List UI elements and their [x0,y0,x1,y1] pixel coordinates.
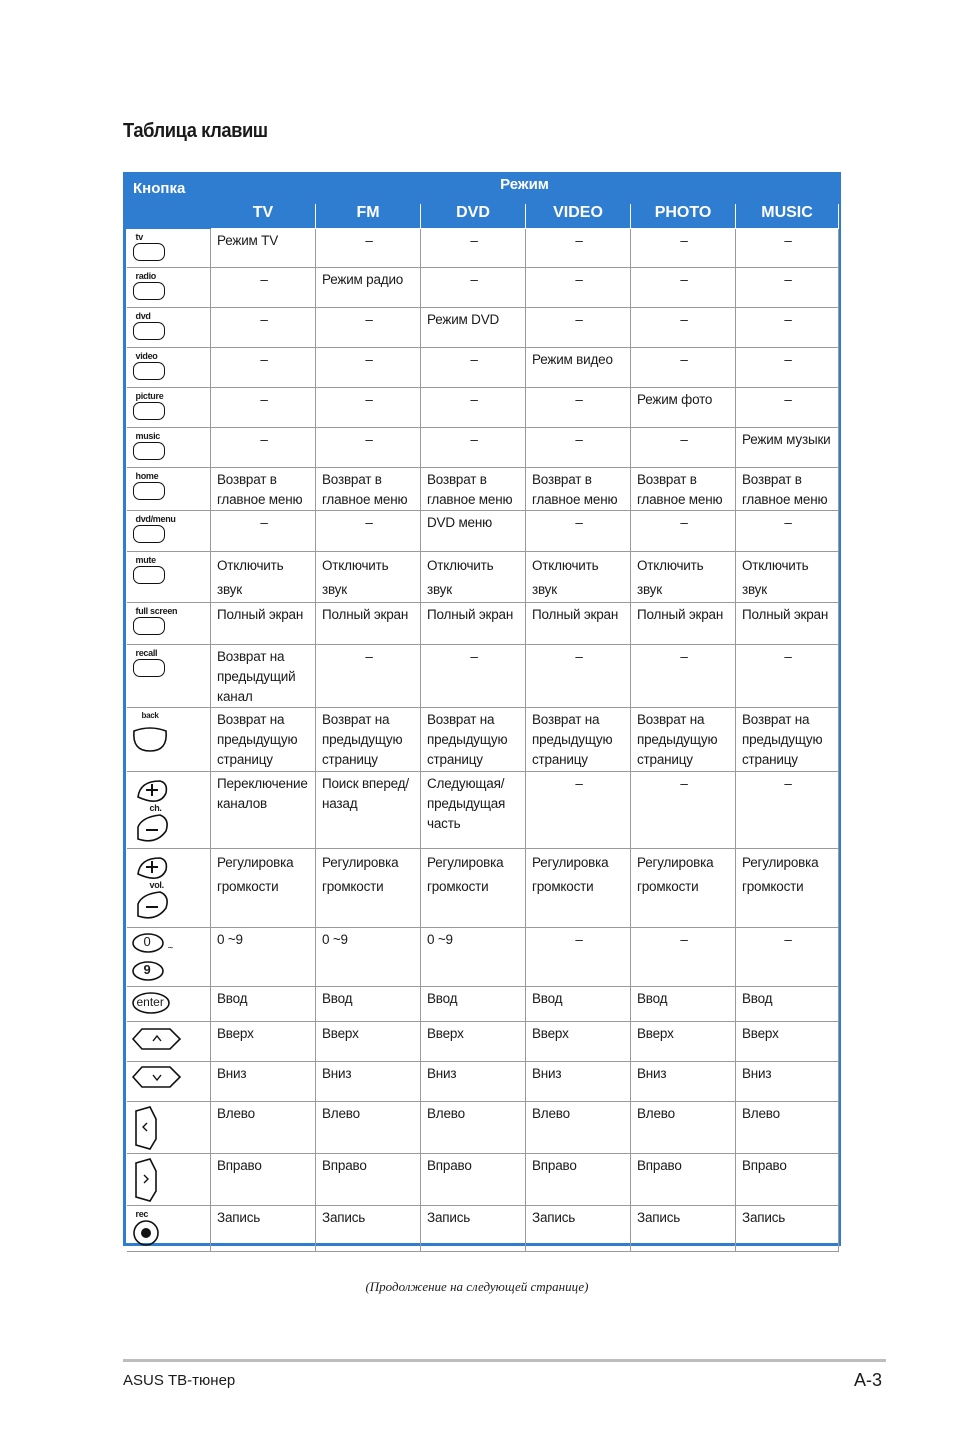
mute-button-icon [133,566,165,584]
table-row [127,308,839,348]
mode-cell-tv: Возврат в главное меню [211,468,316,511]
table-row [127,987,839,1022]
mode-cell-music: Возврат в главное меню [736,468,839,511]
mode-cell-music: Отключить звук [736,552,839,603]
mode-cell-tv: Регулировка громкости [211,849,316,928]
table-row [127,645,839,708]
mode-cell-fm: Регулировка громкости [316,849,421,928]
key-cell [127,308,211,348]
header-mode-photo: PHOTO [631,204,736,229]
key-label: dvd/menu [135,514,176,524]
key-cell [127,1062,211,1102]
table-row [127,1206,839,1252]
mode-cell-fm: – [316,645,421,708]
back-button-icon [130,721,170,755]
mode-cell-video: Влево [526,1102,631,1154]
mode-cell-photo: Отключить звук [631,552,736,603]
mode-cell-fm: Вправо [316,1154,421,1206]
key-cell [127,708,211,772]
header-mode-video: VIDEO [526,204,631,229]
mode-cell-photo: Вправо [631,1154,736,1206]
mode-cell-dvd: Ввод [421,987,526,1022]
enter-label: enter [136,995,164,1009]
mode-cell-video: – [526,388,631,428]
key-label: back [141,711,159,720]
mode-cell-video: – [526,645,631,708]
tv-button-icon [133,243,165,261]
table-row [127,708,839,772]
key-label: radio [135,271,157,281]
digit-buttons-icon [130,931,180,985]
table-row [127,268,839,308]
mode-cell-photo: Регулировка громкости [631,849,736,928]
mode-cell-tv: 0 ~9 [211,928,316,987]
mode-cell-fm: Режим радио [316,268,421,308]
mode-cell-tv: Режим TV [211,229,316,268]
mode-cell-dvd: Следующая/ предыдущая часть [421,772,526,849]
footer-divider [123,1359,886,1362]
mode-cell-tv: – [211,268,316,308]
mode-cell-video: Ввод [526,987,631,1022]
table-row [127,1102,839,1154]
table-row [127,1062,839,1102]
mode-cell-tv: Переключение каналов [211,772,316,849]
mode-cell-fm: 0 ~9 [316,928,421,987]
recall-button-icon [133,659,165,677]
mode-cell-fm: Вниз [316,1062,421,1102]
mode-cell-fm: Влево [316,1102,421,1154]
key-cell [127,1154,211,1206]
mode-cell-tv: – [211,428,316,468]
mode-cell-fm: Возврат на предыдущую страницу [316,708,421,772]
mode-cell-dvd: Полный экран [421,603,526,645]
key-cell [127,928,211,987]
key-cell [127,1206,211,1252]
mode-cell-dvd: Режим DVD [421,308,526,348]
mode-cell-fm: – [316,511,421,552]
mode-cell-tv: – [211,388,316,428]
mode-cell-tv: Возврат на предыдущую страницу [211,708,316,772]
video-button-icon [133,362,165,380]
mode-cell-music: Вправо [736,1154,839,1206]
mode-cell-photo: Режим фото [631,388,736,428]
mode-cell-dvd: – [421,229,526,268]
mode-cell-tv: Ввод [211,987,316,1022]
key-label: video [135,351,158,361]
header-mode-tv: TV [211,204,316,229]
table-row [127,428,839,468]
mode-cell-music: Режим музыки [736,428,839,468]
key-cell [127,849,211,928]
mode-cell-video: Вниз [526,1062,631,1102]
mode-cell-dvd: – [421,428,526,468]
table-row [127,603,839,645]
key-cell [127,645,211,708]
mode-cell-fm: Возврат в главное меню [316,468,421,511]
key-cell [127,428,211,468]
record-icon [130,1219,166,1249]
mode-cell-music: Регулировка громкости [736,849,839,928]
mode-cell-music: – [736,511,839,552]
table-row [127,229,839,268]
key-label: music [135,431,161,441]
mode-cell-photo: – [631,308,736,348]
mode-cell-music: – [736,268,839,308]
mode-cell-fm: Отключить звук [316,552,421,603]
mode-cell-video: – [526,229,631,268]
mode-cell-dvd: – [421,348,526,388]
mode-cell-dvd: Возврат в главное меню [421,468,526,511]
mode-cell-tv: Полный экран [211,603,316,645]
key-label: full screen [135,606,178,616]
mode-cell-fm: – [316,229,421,268]
mode-cell-video: – [526,308,631,348]
key-label: recall [135,648,158,658]
home-button-icon [133,482,165,500]
down-arrow-icon [130,1065,184,1095]
music-button-icon [133,442,165,460]
key-label: vol. [149,880,164,890]
mode-cell-dvd: Запись [421,1206,526,1252]
continue-note: (Продолжение на следующей странице) [365,1279,589,1294]
mode-cell-dvd: – [421,388,526,428]
table-row [127,772,839,849]
mode-cell-fm: Полный экран [316,603,421,645]
mode-cell-tv: – [211,308,316,348]
table-row [127,1154,839,1206]
mode-cell-tv: – [211,511,316,552]
key-cell [127,268,211,308]
mode-cell-photo: Возврат на предыдущую страницу [631,708,736,772]
full-screen-button-icon [133,617,165,635]
key-cell [127,229,211,268]
key-cell [127,1022,211,1062]
mode-cell-dvd: 0 ~9 [421,928,526,987]
mode-cell-video: Полный экран [526,603,631,645]
key-label: rec [135,1209,149,1219]
digit-nine-label: 9 [143,962,151,977]
mode-cell-photo: – [631,348,736,388]
key-label: home [135,471,159,481]
mode-cell-photo: – [631,645,736,708]
mode-cell-tv: Вправо [211,1154,316,1206]
mode-cell-music: – [736,388,839,428]
mode-cell-photo: Влево [631,1102,736,1154]
mode-cell-fm: Поиск вперед/ назад [316,772,421,849]
mode-cell-video: Режим видео [526,348,631,388]
mode-cell-photo: Ввод [631,987,736,1022]
mode-cell-music: Запись [736,1206,839,1252]
mode-cell-video: Запись [526,1206,631,1252]
mode-cell-photo: Полный экран [631,603,736,645]
mode-cell-dvd: Влево [421,1102,526,1154]
right-arrow-icon [130,1157,164,1205]
mode-cell-music: – [736,348,839,388]
mode-cell-dvd: Вправо [421,1154,526,1206]
mode-cell-music: Вверх [736,1022,839,1062]
key-cell [127,1102,211,1154]
key-cell [127,348,211,388]
mode-cell-tv: Отключить звук [211,552,316,603]
table-row [127,928,839,987]
radio-button-icon [133,282,165,300]
mode-cell-music: – [736,645,839,708]
key-cell [127,772,211,849]
mode-cell-fm: – [316,308,421,348]
mode-cell-tv: Запись [211,1206,316,1252]
mode-cell-music: Влево [736,1102,839,1154]
mode-cell-music: Вниз [736,1062,839,1102]
mode-cell-music: Возврат на предыдущую страницу [736,708,839,772]
key-cell [127,552,211,603]
table-row [127,552,839,603]
mode-cell-music: – [736,928,839,987]
table-row [127,388,839,428]
header-mode-dvd: DVD [421,204,526,229]
table-row [127,849,839,928]
key-cell [127,388,211,428]
mode-cell-video: Отключить звук [526,552,631,603]
mode-cell-dvd: Вверх [421,1022,526,1062]
mode-cell-music: – [736,772,839,849]
mode-cell-dvd: – [421,268,526,308]
mode-cell-tv: Возврат на предыдущий канал [211,645,316,708]
mode-cell-dvd: – [421,645,526,708]
mode-cell-video: – [526,428,631,468]
mode-cell-dvd: Возврат на предыдущую страницу [421,708,526,772]
key-cell [127,468,211,511]
header-mode: Режим [211,176,839,204]
header-mode-music: MUSIC [736,204,839,229]
mode-cell-tv: Влево [211,1102,316,1154]
mode-cell-dvd: Вниз [421,1062,526,1102]
mode-cell-fm: – [316,348,421,388]
mode-cell-fm: Ввод [316,987,421,1022]
picture-button-icon [133,402,165,420]
mode-cell-dvd: DVD меню [421,511,526,552]
mode-cell-photo: Вверх [631,1022,736,1062]
table-row [127,468,839,511]
mode-cell-photo: – [631,928,736,987]
mode-cell-dvd: Регулировка громкости [421,849,526,928]
mode-cell-photo: Вниз [631,1062,736,1102]
mode-cell-video: Возврат в главное меню [526,468,631,511]
mode-cell-photo: Запись [631,1206,736,1252]
dvd-menu-button-icon [133,525,165,543]
key-label: dvd [135,311,151,321]
mode-cell-photo: – [631,229,736,268]
key-label: tv [135,232,143,242]
mode-cell-music: Ввод [736,987,839,1022]
table-row [127,511,839,552]
mode-cell-fm: – [316,388,421,428]
page-title: Таблица клавиш [123,120,268,142]
mode-cell-tv: Вверх [211,1022,316,1062]
mode-cell-video: Вверх [526,1022,631,1062]
range-tilde: ~ [167,943,174,954]
mode-cell-video: Регулировка громкости [526,849,631,928]
mode-cell-music: – [736,229,839,268]
mode-cell-video: Вправо [526,1154,631,1206]
mode-cell-fm: Вверх [316,1022,421,1062]
table-row [127,348,839,388]
mode-cell-photo: – [631,268,736,308]
mode-cell-photo: Возврат в главное меню [631,468,736,511]
mode-cell-photo: – [631,428,736,468]
mode-cell-video: Возврат на предыдущую страницу [526,708,631,772]
header-mode-fm: FM [316,204,421,229]
mode-cell-fm: – [316,428,421,468]
mode-cell-video: – [526,928,631,987]
mode-cell-music: Полный экран [736,603,839,645]
header-button-column: Кнопка [127,176,211,229]
mode-cell-photo: – [631,772,736,849]
mode-cell-music: – [736,308,839,348]
mode-cell-video: – [526,268,631,308]
key-cell [127,511,211,552]
mode-cell-tv: Вниз [211,1062,316,1102]
digit-zero-label: 0 [143,934,151,949]
mode-cell-video: – [526,772,631,849]
key-label: ch. [149,803,162,813]
mode-cell-photo: – [631,511,736,552]
key-table [123,172,841,1246]
mode-cell-tv: – [211,348,316,388]
table-row [127,1022,839,1062]
mode-cell-dvd: Отключить звук [421,552,526,603]
mode-cell-fm: Запись [316,1206,421,1252]
key-cell [127,987,211,1022]
dvd-button-icon [133,322,165,340]
key-label: picture [135,391,164,401]
footer-product-name: ASUS ТВ-тюнер [123,1372,236,1389]
up-arrow-icon [130,1025,184,1055]
mode-cell-video: – [526,511,631,552]
left-arrow-icon [130,1105,164,1153]
key-cell [127,603,211,645]
footer-page-number: A-3 [854,1370,883,1390]
key-label: mute [135,555,156,565]
key-table-grid [126,175,839,1252]
